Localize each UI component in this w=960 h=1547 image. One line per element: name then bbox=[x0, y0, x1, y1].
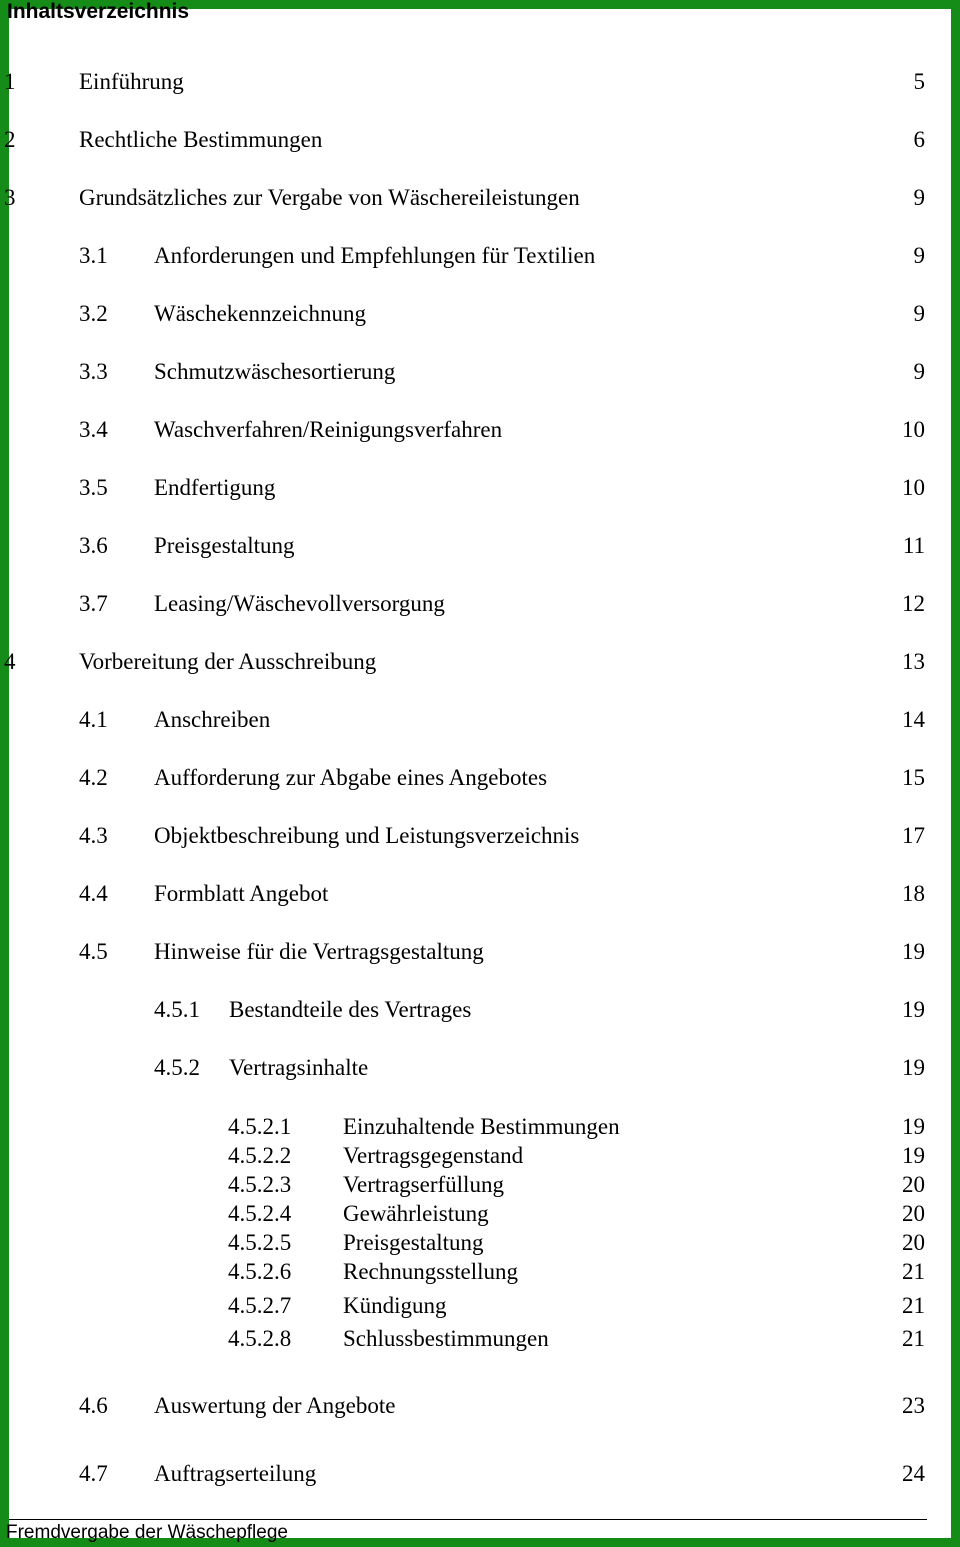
toc-entry-number: 4.2 bbox=[79, 765, 108, 790]
toc-entry-page: 23 bbox=[902, 1393, 925, 1418]
toc-entry bbox=[4, 125, 951, 155]
toc-entry-page: 20 bbox=[902, 1230, 925, 1255]
toc-entry bbox=[9, 1199, 951, 1229]
toc-entry-page: 13 bbox=[902, 649, 925, 674]
toc-entry bbox=[9, 241, 951, 271]
toc-entry-label: Gewährleistung bbox=[343, 1201, 489, 1226]
toc-entry-label: Preisgestaltung bbox=[154, 533, 295, 558]
toc-entry-number: 4.5.2 bbox=[154, 1055, 200, 1080]
toc-entry-number: 4.7 bbox=[79, 1461, 108, 1486]
toc-entry-page: 21 bbox=[902, 1293, 925, 1318]
toc-entry bbox=[9, 995, 951, 1025]
toc-entry-label: Objektbeschreibung und Leistungsverzeichnis bbox=[154, 823, 580, 848]
toc-entry-page: 5 bbox=[913, 69, 925, 94]
toc-entry-page: 9 bbox=[913, 185, 925, 210]
footer-divider bbox=[9, 1519, 927, 1520]
toc-entry-page: 11 bbox=[902, 533, 925, 558]
toc-entry bbox=[9, 1112, 951, 1142]
toc-entry-number: 4.5.2.5 bbox=[228, 1230, 292, 1255]
toc-entry-page: 10 bbox=[902, 417, 925, 442]
page-footer: Fremdvergabe der Wäschepflege bbox=[6, 1522, 288, 1543]
toc-entry bbox=[9, 531, 951, 561]
toc-entry-number: 4.5.2.6 bbox=[228, 1259, 292, 1284]
toc-entry bbox=[9, 415, 951, 445]
toc-entry bbox=[9, 589, 951, 619]
toc-entry-label: Rechtliche Bestimmungen bbox=[79, 127, 323, 152]
toc-entry-page: 17 bbox=[902, 823, 925, 848]
toc-entry-page: 24 bbox=[902, 1461, 925, 1486]
toc-entry bbox=[9, 879, 951, 909]
toc-entry-number: 1 bbox=[4, 69, 16, 94]
toc-entry-number: 4.5.1 bbox=[154, 997, 200, 1022]
toc-entry-number: 4.1 bbox=[79, 707, 108, 732]
toc-entry-page: 20 bbox=[902, 1201, 925, 1226]
toc-entry-label: Leasing/Wäschevollversorgung bbox=[154, 591, 445, 616]
toc-entry bbox=[9, 1228, 951, 1258]
toc-entry bbox=[9, 1141, 951, 1171]
toc-entry-number: 4.5.2.1 bbox=[228, 1114, 292, 1139]
toc-entry-label: Schmutzwäschesortierung bbox=[154, 359, 396, 384]
toc-entry bbox=[9, 1257, 951, 1287]
toc-entry-page: 19 bbox=[902, 1143, 925, 1168]
toc-entry-label: Einführung bbox=[79, 69, 184, 94]
toc-entry-number: 4.4 bbox=[79, 881, 108, 906]
toc-entry-label: Vertragserfüllung bbox=[343, 1172, 504, 1197]
toc-entry-label: Hinweise für die Vertragsgestaltung bbox=[154, 939, 484, 964]
toc-entry-page: 19 bbox=[902, 1114, 925, 1139]
toc-entry bbox=[9, 299, 951, 329]
toc-entry bbox=[4, 183, 951, 213]
toc-entry-label: Aufforderung zur Abgabe eines Angebotes bbox=[154, 765, 548, 790]
toc-entry bbox=[9, 357, 951, 387]
toc-entry-page: 6 bbox=[913, 127, 925, 152]
toc-entry-label: Wäschekennzeichnung bbox=[154, 301, 367, 326]
toc-entry-label: Waschverfahren/Reinigungsverfahren bbox=[154, 417, 503, 442]
toc-entry-label: Einzuhaltende Bestimmungen bbox=[343, 1114, 620, 1139]
toc-entry-page: 9 bbox=[913, 243, 925, 268]
toc-entry bbox=[9, 705, 951, 735]
toc-entry bbox=[9, 1324, 951, 1354]
toc-entry-label: Grundsätzliches zur Vergabe von Wäschereileistungen bbox=[79, 185, 580, 210]
toc-entry bbox=[9, 1391, 951, 1421]
toc-entry-number: 4.5.2.8 bbox=[228, 1326, 292, 1351]
toc-entry-page: 19 bbox=[902, 997, 925, 1022]
toc-entry-number: 4.5 bbox=[79, 939, 108, 964]
toc-entry-number: 4.5.2.3 bbox=[228, 1172, 292, 1197]
toc-entry-page: 15 bbox=[902, 765, 925, 790]
toc-entry bbox=[9, 473, 951, 503]
toc-entry-number: 3.3 bbox=[79, 359, 108, 384]
toc-entry-number: 4.6 bbox=[79, 1393, 108, 1418]
toc-entry-page: 9 bbox=[913, 359, 925, 384]
toc-entry-number: 3.7 bbox=[79, 591, 108, 616]
toc-entry-label: Vorbereitung der Ausschreibung bbox=[79, 649, 377, 674]
toc-entry-page: 20 bbox=[902, 1172, 925, 1197]
toc-entry-label: Kündigung bbox=[343, 1293, 447, 1318]
toc-entry-number: 4.3 bbox=[79, 823, 108, 848]
toc-entry-number: 3.2 bbox=[79, 301, 108, 326]
toc-entry-page: 12 bbox=[902, 591, 925, 616]
toc-entry-label: Vertragsgegenstand bbox=[343, 1143, 524, 1168]
toc-entry-number: 4.5.2.4 bbox=[228, 1201, 292, 1226]
document-page bbox=[4, 0, 951, 1543]
toc-entry-number: 2 bbox=[4, 127, 16, 152]
toc-entry-label: Rechnungsstellung bbox=[343, 1259, 519, 1284]
toc-entry-label: Auftragserteilung bbox=[154, 1461, 317, 1486]
toc-entry-number: 3.6 bbox=[79, 533, 108, 558]
toc-entry-label: Endfertigung bbox=[154, 475, 276, 500]
toc-entry-label: Auswertung der Angebote bbox=[154, 1393, 396, 1418]
toc-entry bbox=[9, 1053, 951, 1083]
toc-entry bbox=[9, 1291, 951, 1321]
toc-title: Inhaltsverzeichnis bbox=[7, 0, 190, 23]
toc-entry-page: 19 bbox=[902, 1055, 925, 1080]
toc-entry-number: 3.5 bbox=[79, 475, 108, 500]
toc-entry bbox=[4, 67, 951, 97]
toc-entry bbox=[9, 1459, 951, 1489]
toc-entry-label: Schlussbestimmungen bbox=[343, 1326, 549, 1351]
toc-entry-page: 21 bbox=[902, 1259, 925, 1284]
toc-entry-label: Preisgestaltung bbox=[343, 1230, 484, 1255]
toc-entry-page: 14 bbox=[902, 707, 925, 732]
toc-entry-page: 19 bbox=[902, 939, 925, 964]
toc-entry-page: 21 bbox=[902, 1326, 925, 1351]
toc-entry-page: 10 bbox=[902, 475, 925, 500]
toc-entry bbox=[9, 937, 951, 967]
toc-entry-page: 9 bbox=[913, 301, 925, 326]
toc-entry-label: Vertragsinhalte bbox=[229, 1055, 369, 1080]
toc-entry-number: 3.4 bbox=[79, 417, 108, 442]
toc-entry-number: 4 bbox=[4, 649, 16, 674]
toc-entry bbox=[9, 763, 951, 793]
toc-entry bbox=[4, 647, 951, 677]
toc-entry-page: 18 bbox=[902, 881, 925, 906]
toc-entry-number: 3 bbox=[4, 185, 16, 210]
toc-entry-number: 3.1 bbox=[79, 243, 108, 268]
toc-entry-label: Bestandteile des Vertrages bbox=[229, 997, 472, 1022]
toc-entry bbox=[9, 821, 951, 851]
toc-entry-label: Formblatt Angebot bbox=[154, 881, 329, 906]
toc-entry-number: 4.5.2.7 bbox=[228, 1293, 292, 1318]
toc-entry-number: 4.5.2.2 bbox=[228, 1143, 292, 1168]
toc-entry bbox=[9, 1170, 951, 1200]
toc-entry-label: Anschreiben bbox=[154, 707, 271, 732]
toc-entry-label: Anforderungen und Empfehlungen für Textilien bbox=[154, 243, 596, 268]
